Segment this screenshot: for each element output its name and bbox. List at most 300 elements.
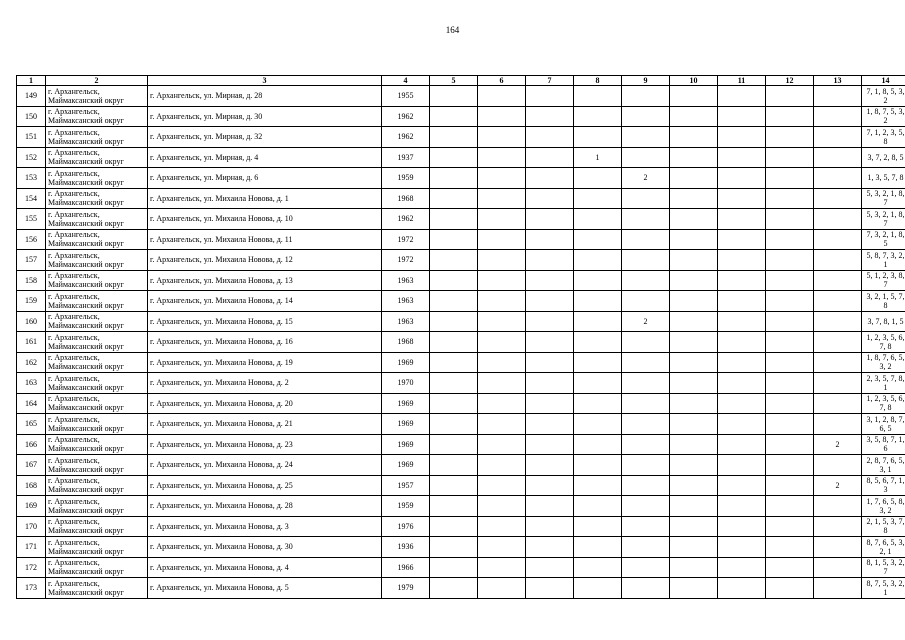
district-cell: г. Архангельск, Маймаксанский округ bbox=[46, 332, 148, 353]
col7-cell bbox=[526, 168, 574, 189]
col5-cell bbox=[430, 557, 478, 578]
address-cell: г. Архангельск, ул. Мирная, д. 32 bbox=[148, 127, 382, 148]
col8-cell bbox=[574, 578, 622, 599]
col6-cell bbox=[478, 352, 526, 373]
sequence-cell: 3, 2, 1, 5, 7, 8 bbox=[862, 291, 905, 312]
col12-cell bbox=[766, 434, 814, 455]
col6-cell bbox=[478, 147, 526, 168]
col11-cell bbox=[718, 86, 766, 107]
col13-cell bbox=[814, 414, 862, 435]
year-cell: 1972 bbox=[382, 250, 430, 271]
address-cell: г. Архангельск, ул. Михаила Новова, д. 5 bbox=[148, 578, 382, 599]
col10-cell bbox=[670, 147, 718, 168]
col8-cell bbox=[574, 475, 622, 496]
col6-cell bbox=[478, 168, 526, 189]
district-cell: г. Архангельск, Маймаксанский округ bbox=[46, 414, 148, 435]
col7-cell bbox=[526, 332, 574, 353]
col12-cell bbox=[766, 455, 814, 476]
col5-cell bbox=[430, 455, 478, 476]
year-cell: 1937 bbox=[382, 147, 430, 168]
year-cell: 1959 bbox=[382, 168, 430, 189]
col5-cell bbox=[430, 373, 478, 394]
column-header: 13 bbox=[814, 76, 862, 86]
year-cell: 1969 bbox=[382, 414, 430, 435]
district-cell: г. Архангельск, Маймаксанский округ bbox=[46, 311, 148, 332]
col11-cell bbox=[718, 352, 766, 373]
col13-cell bbox=[814, 373, 862, 394]
row-number-cell: 169 bbox=[17, 496, 46, 517]
col5-cell bbox=[430, 311, 478, 332]
sequence-cell: 2, 3, 5, 7, 8, 1 bbox=[862, 373, 905, 394]
col10-cell bbox=[670, 332, 718, 353]
row-number-cell: 166 bbox=[17, 434, 46, 455]
col6-cell bbox=[478, 188, 526, 209]
col8-cell bbox=[574, 188, 622, 209]
district-cell: г. Архангельск, Маймаксанский округ bbox=[46, 270, 148, 291]
address-cell: г. Архангельск, ул. Михаила Новова, д. 10 bbox=[148, 209, 382, 230]
col9-cell bbox=[622, 209, 670, 230]
sequence-cell: 2, 8, 7, 6, 5, 3, 1 bbox=[862, 455, 905, 476]
row-number-cell: 167 bbox=[17, 455, 46, 476]
col6-cell bbox=[478, 311, 526, 332]
col13-cell bbox=[814, 127, 862, 148]
col7-cell bbox=[526, 106, 574, 127]
col10-cell bbox=[670, 106, 718, 127]
row-number-cell: 164 bbox=[17, 393, 46, 414]
col9-cell bbox=[622, 86, 670, 107]
col10-cell bbox=[670, 86, 718, 107]
sequence-cell: 1, 8, 7, 6, 5, 3, 2 bbox=[862, 352, 905, 373]
col11-cell bbox=[718, 127, 766, 148]
col7-cell bbox=[526, 557, 574, 578]
col8-cell bbox=[574, 332, 622, 353]
sequence-cell: 1, 2, 3, 5, 6, 7, 8 bbox=[862, 332, 905, 353]
col10-cell bbox=[670, 516, 718, 537]
column-header: 2 bbox=[46, 76, 148, 86]
col7-cell bbox=[526, 434, 574, 455]
year-cell: 1936 bbox=[382, 537, 430, 558]
year-cell: 1969 bbox=[382, 393, 430, 414]
col8-cell bbox=[574, 557, 622, 578]
col5-cell bbox=[430, 578, 478, 599]
sequence-cell: 1, 7, 6, 5, 8, 3, 2 bbox=[862, 496, 905, 517]
table-row bbox=[17, 393, 905, 414]
year-cell: 1970 bbox=[382, 373, 430, 394]
row-number-cell: 152 bbox=[17, 147, 46, 168]
row-number-cell: 160 bbox=[17, 311, 46, 332]
col7-cell bbox=[526, 127, 574, 148]
table-row bbox=[17, 537, 905, 558]
col6-cell bbox=[478, 229, 526, 250]
district-cell: г. Архангельск, Маймаксанский округ bbox=[46, 229, 148, 250]
address-cell: г. Архангельск, ул. Михаила Новова, д. 25 bbox=[148, 475, 382, 496]
col12-cell bbox=[766, 557, 814, 578]
row-number-cell: 153 bbox=[17, 168, 46, 189]
row-number-cell: 158 bbox=[17, 270, 46, 291]
col9-cell bbox=[622, 106, 670, 127]
col5-cell bbox=[430, 332, 478, 353]
col8-cell bbox=[574, 393, 622, 414]
sequence-cell: 7, 1, 2, 3, 5, 8 bbox=[862, 127, 905, 148]
col5-cell bbox=[430, 537, 478, 558]
col9-cell bbox=[622, 291, 670, 312]
col6-cell bbox=[478, 516, 526, 537]
sequence-cell: 5, 1, 2, 3, 8, 7 bbox=[862, 270, 905, 291]
col9-cell bbox=[622, 434, 670, 455]
column-header: 6 bbox=[478, 76, 526, 86]
col13-cell bbox=[814, 147, 862, 168]
col9-cell bbox=[622, 455, 670, 476]
year-cell: 1962 bbox=[382, 106, 430, 127]
col9-cell bbox=[622, 516, 670, 537]
col7-cell bbox=[526, 393, 574, 414]
district-cell: г. Архангельск, Маймаксанский округ bbox=[46, 127, 148, 148]
col5-cell bbox=[430, 168, 478, 189]
column-header: 3 bbox=[148, 76, 382, 86]
row-number-cell: 155 bbox=[17, 209, 46, 230]
col12-cell bbox=[766, 475, 814, 496]
sequence-cell: 1, 2, 3, 5, 6, 7, 8 bbox=[862, 393, 905, 414]
col10-cell bbox=[670, 373, 718, 394]
col9-cell bbox=[622, 188, 670, 209]
col9-cell bbox=[622, 557, 670, 578]
col13-cell bbox=[814, 86, 862, 107]
col8-cell bbox=[574, 270, 622, 291]
table-row bbox=[17, 86, 905, 107]
sequence-cell: 8, 7, 6, 5, 3, 2, 1 bbox=[862, 537, 905, 558]
col10-cell bbox=[670, 434, 718, 455]
table-row bbox=[17, 106, 905, 127]
col13-cell bbox=[814, 516, 862, 537]
col9-cell bbox=[622, 414, 670, 435]
col7-cell bbox=[526, 578, 574, 599]
col8-cell bbox=[574, 250, 622, 271]
table-row bbox=[17, 475, 905, 496]
year-cell: 1968 bbox=[382, 188, 430, 209]
col11-cell bbox=[718, 147, 766, 168]
col5-cell bbox=[430, 352, 478, 373]
col5-cell bbox=[430, 86, 478, 107]
col5-cell bbox=[430, 414, 478, 435]
col8-cell bbox=[574, 516, 622, 537]
address-cell: г. Архангельск, ул. Михаила Новова, д. 16 bbox=[148, 332, 382, 353]
row-number-cell: 157 bbox=[17, 250, 46, 271]
sequence-cell: 2, 1, 5, 3, 7, 8 bbox=[862, 516, 905, 537]
col13-cell bbox=[814, 455, 862, 476]
address-cell: г. Архангельск, ул. Михаила Новова, д. 11 bbox=[148, 229, 382, 250]
district-cell: г. Архангельск, Маймаксанский округ bbox=[46, 475, 148, 496]
col5-cell bbox=[430, 496, 478, 517]
col11-cell bbox=[718, 496, 766, 517]
address-cell: г. Архангельск, ул. Михаила Новова, д. 30 bbox=[148, 537, 382, 558]
col6-cell bbox=[478, 373, 526, 394]
sequence-cell: 3, 7, 2, 8, 5 bbox=[862, 147, 905, 168]
col7-cell bbox=[526, 414, 574, 435]
col5-cell bbox=[430, 291, 478, 312]
col9-cell: 2 bbox=[622, 311, 670, 332]
year-cell: 1955 bbox=[382, 86, 430, 107]
col13-cell bbox=[814, 250, 862, 271]
col7-cell bbox=[526, 188, 574, 209]
table-row bbox=[17, 168, 905, 189]
col13-cell bbox=[814, 270, 862, 291]
col7-cell bbox=[526, 516, 574, 537]
col10-cell bbox=[670, 209, 718, 230]
col11-cell bbox=[718, 578, 766, 599]
district-cell: г. Архангельск, Маймаксанский округ bbox=[46, 86, 148, 107]
column-header: 8 bbox=[574, 76, 622, 86]
col8-cell bbox=[574, 455, 622, 476]
col8-cell bbox=[574, 86, 622, 107]
col8-cell bbox=[574, 106, 622, 127]
col10-cell bbox=[670, 455, 718, 476]
col9-cell bbox=[622, 496, 670, 517]
col13-cell: 2 bbox=[814, 475, 862, 496]
col8-cell bbox=[574, 434, 622, 455]
table-row bbox=[17, 311, 905, 332]
col12-cell bbox=[766, 352, 814, 373]
col11-cell bbox=[718, 106, 766, 127]
address-cell: г. Архангельск, ул. Михаила Новова, д. 14 bbox=[148, 291, 382, 312]
col7-cell bbox=[526, 455, 574, 476]
col12-cell bbox=[766, 578, 814, 599]
col7-cell bbox=[526, 86, 574, 107]
col10-cell bbox=[670, 270, 718, 291]
col11-cell bbox=[718, 188, 766, 209]
col7-cell bbox=[526, 537, 574, 558]
col13-cell bbox=[814, 291, 862, 312]
col12-cell bbox=[766, 188, 814, 209]
year-cell: 1969 bbox=[382, 455, 430, 476]
col9-cell bbox=[622, 475, 670, 496]
col9-cell bbox=[622, 229, 670, 250]
year-cell: 1962 bbox=[382, 209, 430, 230]
col7-cell bbox=[526, 475, 574, 496]
sequence-cell: 1, 8, 7, 5, 3, 2 bbox=[862, 106, 905, 127]
row-number-cell: 163 bbox=[17, 373, 46, 394]
table-row bbox=[17, 209, 905, 230]
col12-cell bbox=[766, 209, 814, 230]
year-cell: 1968 bbox=[382, 332, 430, 353]
row-number-cell: 168 bbox=[17, 475, 46, 496]
district-cell: г. Архангельск, Маймаксанский округ bbox=[46, 209, 148, 230]
col12-cell bbox=[766, 127, 814, 148]
col5-cell bbox=[430, 188, 478, 209]
col11-cell bbox=[718, 311, 766, 332]
col12-cell bbox=[766, 414, 814, 435]
col7-cell bbox=[526, 147, 574, 168]
col7-cell bbox=[526, 270, 574, 291]
year-cell: 1957 bbox=[382, 475, 430, 496]
year-cell: 1962 bbox=[382, 127, 430, 148]
col11-cell bbox=[718, 475, 766, 496]
row-number-cell: 162 bbox=[17, 352, 46, 373]
col10-cell bbox=[670, 188, 718, 209]
address-cell: г. Архангельск, ул. Михаила Новова, д. 12 bbox=[148, 250, 382, 271]
col10-cell bbox=[670, 557, 718, 578]
col9-cell bbox=[622, 332, 670, 353]
row-number-cell: 165 bbox=[17, 414, 46, 435]
address-cell: г. Архангельск, ул. Михаила Новова, д. 1 bbox=[148, 188, 382, 209]
col12-cell bbox=[766, 373, 814, 394]
col9-cell bbox=[622, 393, 670, 414]
col12-cell bbox=[766, 537, 814, 558]
col6-cell bbox=[478, 106, 526, 127]
address-cell: г. Архангельск, ул. Михаила Новова, д. 23 bbox=[148, 434, 382, 455]
col12-cell bbox=[766, 270, 814, 291]
year-cell: 1963 bbox=[382, 311, 430, 332]
col5-cell bbox=[430, 516, 478, 537]
column-header: 14 bbox=[862, 76, 905, 86]
col10-cell bbox=[670, 537, 718, 558]
col6-cell bbox=[478, 250, 526, 271]
col8-cell bbox=[574, 209, 622, 230]
sequence-cell: 5, 8, 7, 3, 2, 1 bbox=[862, 250, 905, 271]
row-number-cell: 173 bbox=[17, 578, 46, 599]
col7-cell bbox=[526, 352, 574, 373]
table-row bbox=[17, 352, 905, 373]
col12-cell bbox=[766, 86, 814, 107]
col11-cell bbox=[718, 393, 766, 414]
district-cell: г. Архангельск, Маймаксанский округ bbox=[46, 188, 148, 209]
col10-cell bbox=[670, 229, 718, 250]
row-number-cell: 156 bbox=[17, 229, 46, 250]
col13-cell bbox=[814, 557, 862, 578]
col11-cell bbox=[718, 229, 766, 250]
col6-cell bbox=[478, 291, 526, 312]
year-cell: 1963 bbox=[382, 270, 430, 291]
table-row bbox=[17, 250, 905, 271]
col13-cell bbox=[814, 188, 862, 209]
address-cell: г. Архангельск, ул. Михаила Новова, д. 24 bbox=[148, 455, 382, 476]
col13-cell bbox=[814, 578, 862, 599]
col5-cell bbox=[430, 106, 478, 127]
year-cell: 1979 bbox=[382, 578, 430, 599]
address-cell: г. Архангельск, ул. Михаила Новова, д. 13 bbox=[148, 270, 382, 291]
table-row bbox=[17, 147, 905, 168]
district-cell: г. Архангельск, Маймаксанский округ bbox=[46, 373, 148, 394]
col11-cell bbox=[718, 250, 766, 271]
sequence-cell: 1, 3, 5, 7, 8 bbox=[862, 168, 905, 189]
year-cell: 1963 bbox=[382, 291, 430, 312]
col10-cell bbox=[670, 414, 718, 435]
address-cell: г. Архангельск, ул. Михаила Новова, д. 20 bbox=[148, 393, 382, 414]
col9-cell bbox=[622, 250, 670, 271]
table-row bbox=[17, 229, 905, 250]
col11-cell bbox=[718, 537, 766, 558]
col13-cell bbox=[814, 332, 862, 353]
row-number-cell: 159 bbox=[17, 291, 46, 312]
row-number-cell: 161 bbox=[17, 332, 46, 353]
column-header: 12 bbox=[766, 76, 814, 86]
row-number-cell: 154 bbox=[17, 188, 46, 209]
district-cell: г. Архангельск, Маймаксанский округ bbox=[46, 557, 148, 578]
address-cell: г. Архангельск, ул. Мирная, д. 28 bbox=[148, 86, 382, 107]
table-body bbox=[17, 86, 905, 599]
year-cell: 1959 bbox=[382, 496, 430, 517]
sequence-cell: 8, 1, 5, 3, 2, 7 bbox=[862, 557, 905, 578]
col5-cell bbox=[430, 250, 478, 271]
col6-cell bbox=[478, 578, 526, 599]
col6-cell bbox=[478, 332, 526, 353]
col12-cell bbox=[766, 147, 814, 168]
col9-cell: 2 bbox=[622, 168, 670, 189]
col7-cell bbox=[526, 229, 574, 250]
district-cell: г. Архангельск, Маймаксанский округ bbox=[46, 537, 148, 558]
col11-cell bbox=[718, 557, 766, 578]
col10-cell bbox=[670, 168, 718, 189]
column-header: 9 bbox=[622, 76, 670, 86]
col13-cell bbox=[814, 229, 862, 250]
page-number: 164 bbox=[445, 25, 460, 35]
col7-cell bbox=[526, 496, 574, 517]
row-number-cell: 150 bbox=[17, 106, 46, 127]
table-row bbox=[17, 127, 905, 148]
address-cell: г. Архангельск, ул. Мирная, д. 6 bbox=[148, 168, 382, 189]
col12-cell bbox=[766, 516, 814, 537]
col12-cell bbox=[766, 229, 814, 250]
sequence-cell: 3, 5, 8, 7, 1, 6 bbox=[862, 434, 905, 455]
col10-cell bbox=[670, 127, 718, 148]
col11-cell bbox=[718, 168, 766, 189]
col13-cell bbox=[814, 311, 862, 332]
col8-cell bbox=[574, 496, 622, 517]
col5-cell bbox=[430, 393, 478, 414]
address-cell: г. Архангельск, ул. Мирная, д. 30 bbox=[148, 106, 382, 127]
col10-cell bbox=[670, 311, 718, 332]
table-row bbox=[17, 455, 905, 476]
district-cell: г. Архангельск, Маймаксанский округ bbox=[46, 496, 148, 517]
sequence-cell: 3, 1, 2, 8, 7, 6, 5 bbox=[862, 414, 905, 435]
district-cell: г. Архангельск, Маймаксанский округ bbox=[46, 516, 148, 537]
table-row bbox=[17, 516, 905, 537]
col6-cell bbox=[478, 270, 526, 291]
table-row bbox=[17, 557, 905, 578]
col7-cell bbox=[526, 250, 574, 271]
col11-cell bbox=[718, 434, 766, 455]
col12-cell bbox=[766, 496, 814, 517]
row-number-cell: 171 bbox=[17, 537, 46, 558]
column-header: 1 bbox=[17, 76, 46, 86]
col5-cell bbox=[430, 229, 478, 250]
col13-cell bbox=[814, 352, 862, 373]
district-cell: г. Архангельск, Маймаксанский округ bbox=[46, 434, 148, 455]
col5-cell bbox=[430, 127, 478, 148]
sequence-cell: 5, 3, 2, 1, 8, 7 bbox=[862, 188, 905, 209]
row-number-cell: 170 bbox=[17, 516, 46, 537]
col7-cell bbox=[526, 209, 574, 230]
col7-cell bbox=[526, 291, 574, 312]
col13-cell bbox=[814, 168, 862, 189]
col6-cell bbox=[478, 86, 526, 107]
col6-cell bbox=[478, 496, 526, 517]
district-cell: г. Архангельск, Маймаксанский округ bbox=[46, 106, 148, 127]
col12-cell bbox=[766, 250, 814, 271]
column-header: 11 bbox=[718, 76, 766, 86]
col8-cell bbox=[574, 168, 622, 189]
column-header: 4 bbox=[382, 76, 430, 86]
col8-cell: 1 bbox=[574, 147, 622, 168]
table-row bbox=[17, 188, 905, 209]
table-row bbox=[17, 434, 905, 455]
district-cell: г. Архангельск, Маймаксанский округ bbox=[46, 455, 148, 476]
col11-cell bbox=[718, 332, 766, 353]
col10-cell bbox=[670, 475, 718, 496]
col8-cell bbox=[574, 311, 622, 332]
column-header: 10 bbox=[670, 76, 718, 86]
table-row bbox=[17, 291, 905, 312]
col11-cell bbox=[718, 373, 766, 394]
